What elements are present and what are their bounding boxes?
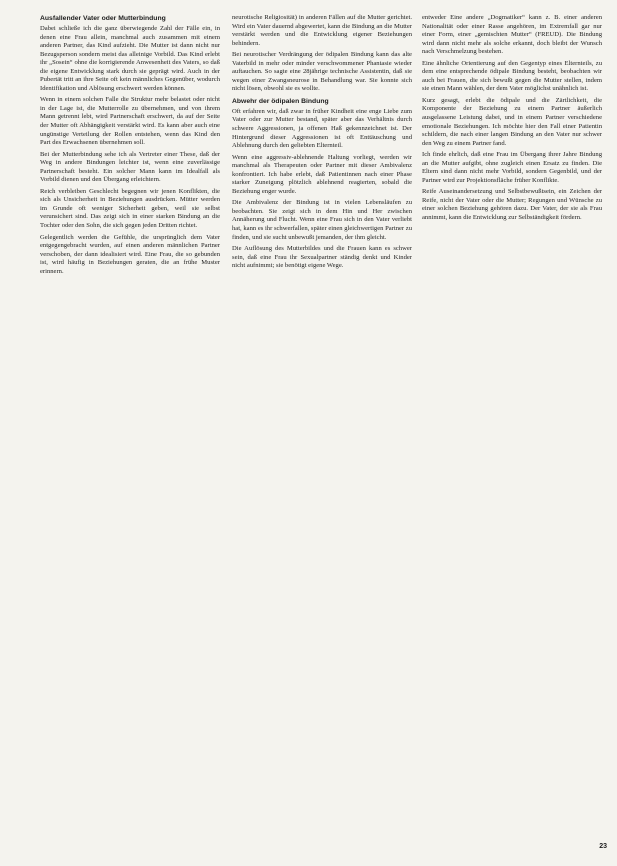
paragraph: Oft erfahren wir, daß zwar in früher Kindheit eine enge Liebe zum Vater oder zur Mutter bestand, später aber das Verhältnis durch schwere Aggressionen, ja offenen Haß gekennzeichnet ist. Der Hintergrund dieser Aggressionen ist oft Enttäuschung und Ablehnung durch den geliebten Elternteil. xyxy=(232,107,412,150)
paragraph: entweder Eine andere „Dogmatiker“ kann z. B. einer anderen Nationalität oder einer Rasse angehören, im Extremfall gar nur einer Form, einer „gemischten Mutter“ (FREUD). Die Bindung wird dann nicht mehr als solche erkannt, doch bleibt der Wunsch nach Verschmelzung bestehen. xyxy=(422,14,602,56)
paragraph: Reife Auseinandersetzung und Selbstbewußtsein, ein Zeichen der Reife, nicht der Vater oder die Mutter; Regungen und Wünsche zu einer solchen Beziehung gehören dazu. Der Vater, der sie als Frau annimmt, kann die Entwicklung zur Selbständigkeit fördern. xyxy=(422,188,602,222)
section-heading: Abwehr der ödipalen Bindung xyxy=(232,97,329,105)
paragraph: Gelegentlich werden die Gefühle, die ursprünglich dem Vater entgegengebracht wurden, auf einen anderen männlichen Partner verschoben, der dann idealisiert wird. Eine Frau, die so gebunden ist, wird häufig in Beziehungen geraten, die an frühe Muster erinnern. xyxy=(40,233,220,275)
text-column-left xyxy=(40,14,220,850)
text-column-right xyxy=(422,14,602,850)
paragraph: neurotische Religiosität) in anderen Fällen auf die Mutter gerichtet. Wird ein Vater dauernd abgewertet, kann die Bindung an die Mutter verstärkt werden und die Entwicklung eigener Beziehungen behindern. xyxy=(232,14,412,47)
text-column-middle xyxy=(232,14,412,850)
paragraph: Ich finde ehrlich, daß eine Frau im Übergang ihrer Jahre Bindung an die Mutter aufgibt, ohne zugleich einen Ersatz zu finden. Die Eltern sind dann nicht mehr Vorbild, sondern Gegenbild, und der Partner wird zur Projektionsfläche früher Konflikte. xyxy=(422,151,602,184)
article-heading: Ausfallender Vater oder Mutterbindung xyxy=(40,15,166,22)
paragraph: Dabei schließe ich die ganz überwiegende Zahl der Fälle ein, in denen eine Frau allein, manchmal auch zusammen mit einem anderen Partner, das Kind aufzieht. Die Mutter ist dann nicht nur Bezugsperson sondern meist das alleinige Vorbild. Das Kind erlebt ihr „Sosein“ ohne die korrigierende Anwesenheit des Vaters, so daß die eigene Entwicklung stark durch sie geprägt wird. Auch in der Pubertät tritt an ihre Seite oft kein männliches Gegenüber, wodurch Identifikation und Ablösung erschwert werden können. xyxy=(40,25,220,92)
paragraph: Die Ambivalenz der Bindung ist in vielen Lebensläufen zu beobachten. Sie zeigt sich in dem Hin und Her zwischen Annäherung und Flucht. Wenn eine Frau sich in den Vater verliebt hat, kann es ihr schwerfallen, später einen gleichwertigen Partner zu finden, und sie sucht unbewußt jemanden, der ihm gleicht. xyxy=(232,199,412,241)
page-number: 23 xyxy=(599,843,607,850)
paragraph: Reich verbleiben Geschlecht begegnen wir jenen Konflikten, die sich als Unsicherheit in Beziehungen ausdrücken. Mütter werden im Grunde oft weniger Sicherheit geben, weil sie selbst verunsichert sind. Das zeigt sich in einer starken Bindung an die Tochter oder den Sohn, die sich gegen jeden Dritten richtet. xyxy=(40,187,220,230)
paragraph: Wenn in einem solchen Falle die Struktur mehr belastet oder nicht in der Lage ist, die Mutterrolle zu übernehmen, und von ihrem Mann getrennt lebt, wird Partnerschaft erschwert, da auf der Seite der Mutter oft Abhängigkeit verstärkt wird. Es kann aber auch eine ungünstige Verteilung der Rollen entstehen, wenn das Kind den Part des Erwachsenen übernehmen soll. xyxy=(40,96,220,147)
paragraph: Eine ähnliche Orientierung auf den Gegentyp eines Elternteils, zu dem eine entsprechende ödipale Bindung besteht, beobachten wir auch bei Frauen, die sich bewußt gegen die Mutter stellen, indem sie einen Mann wählen, der dem Vater möglichst unähnlich ist. xyxy=(422,59,602,93)
paragraph: Bei neurotischer Verdrängung der ödipalen Bindung kann das alte Vaterbild in mehr oder minder verschwommener Phantasie wieder auftauchen. So sagte eine 28jährige technische Assistentin, daß sie wegen einer Zwangsneurose in Behandlung war. Sie konnte sich nicht lösen, obwohl sie es wollte. xyxy=(232,51,412,93)
paragraph: Wenn eine aggressiv-ablehnende Haltung vorliegt, werden wir manchmal als Therapeuten oder Partner mit dieser Ambivalenz konfrontiert. Ich habe erlebt, daß Patientinnen nach einer Phase starker Zuneigung plötzlich ablehnend reagierten, sobald die Beziehung enger wurde. xyxy=(232,153,412,195)
paragraph: Die Auflösung des Mutterbildes und die Frauen kann es schwer sein, daß eine Frau ihr Sexualpartner ständig denkt und Kinder nicht aufnimmt; sie benötigt eigene Wege. xyxy=(232,245,412,270)
paragraph: Bei der Mutterbindung sehe ich als Vertreter einer These, daß der Weg in andere Bindungen leichter ist, wenn eine zuverlässige Partnerschaft besteht. Ein solcher Mann kann im Idealfall als Vorbild dienen und den Übergang erleichtern. xyxy=(40,150,220,184)
paragraph: Kurz gesagt, erlebt die ödipale und die Zärtlichkeit, die Komponente der Beziehung zu einem Partner äußerlich ausgelassene Leistung dabei, und in einem Partner verschiedene emotionale Beziehungen. Ich möchte hier den Fall einer Patientin schildern, die nach einer langen Bindung an den Vater nur schwer den Weg zu einem Partner fand. xyxy=(422,96,602,147)
